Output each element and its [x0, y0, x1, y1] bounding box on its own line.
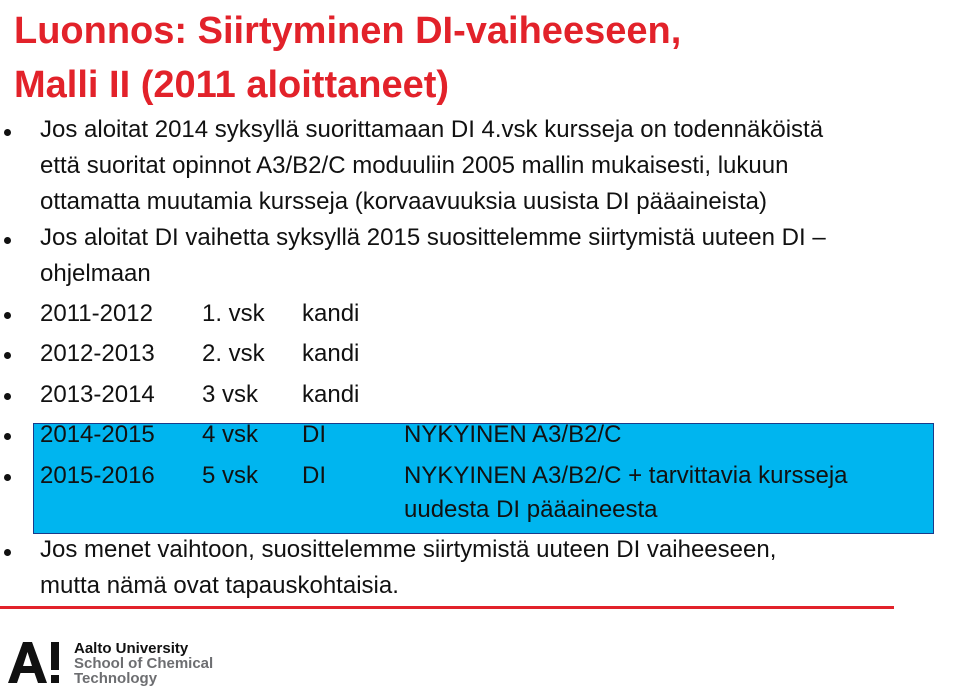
title-line-2: Malli II (2011 aloittaneet)	[14, 64, 450, 106]
aalto-logo-icon	[6, 640, 66, 684]
bullet-1-line-3: ottamatta muutamia kursseja (korvaavuuksia uusista DI pääaineista)	[40, 188, 768, 215]
schedule-vsk: 4 vsk	[202, 421, 259, 448]
schedule-level: kandi	[302, 300, 360, 327]
schedule-years: 2015-2016	[40, 462, 155, 489]
schedule-vsk: 1. vsk	[202, 300, 265, 327]
schedule-vsk: 3 vsk	[202, 381, 259, 408]
bullet-last	[40, 532, 776, 604]
schedule-years: 2011-2012	[40, 300, 153, 327]
schedule-level: kandi	[302, 381, 360, 408]
schedule-level: kandi	[302, 340, 360, 367]
schedule-years: 2012-2013	[40, 340, 155, 367]
bullet-dot	[4, 237, 11, 244]
title-line-1: Luonnos: Siirtyminen DI-vaiheeseen,	[14, 10, 682, 52]
schedule-program-line-2: uudesta DI pääaineesta	[404, 496, 658, 523]
schedule-vsk: 2. vsk	[202, 340, 265, 367]
schedule-level: DI	[302, 421, 326, 448]
bullet-1	[40, 112, 823, 220]
bullet-dot	[4, 352, 11, 359]
schedule-years: 2013-2014	[40, 381, 155, 408]
bullet-2-line-2: ohjelmaan	[40, 260, 151, 287]
bullet-last-line-1: Jos menet vaihtoon, suosittelemme siirtymistä uuteen DI vaiheeseen,	[40, 536, 777, 563]
bullet-1-line-2: että suoritat opinnot A3/B2/C moduuliin 2005 mallin mukaisesti, lukuun	[40, 152, 789, 179]
bullet-dot	[4, 474, 11, 481]
slide-title	[14, 4, 681, 112]
bullet-2	[40, 220, 826, 292]
bullet-last-line-2: mutta nämä ovat tapauskohtaisia.	[40, 572, 399, 599]
bullet-dot	[4, 393, 11, 400]
bullet-dot	[4, 549, 11, 556]
schedule-level: DI	[302, 462, 326, 489]
bullet-dot	[4, 129, 11, 136]
bullet-dot	[4, 312, 11, 319]
bullet-1-line-1: Jos aloitat 2014 syksyllä suorittamaan DI 4.vsk kursseja on todennäköistä	[40, 116, 824, 143]
bullet-dot	[4, 433, 11, 440]
divider-rule	[0, 606, 894, 609]
logo-line-2: School of Chemical	[74, 655, 214, 672]
bullet-2-line-1: Jos aloitat DI vaihetta syksyllä 2015 suosittelemme siirtymistä uuteen DI –	[40, 224, 826, 251]
logo-line-1: Aalto University	[74, 640, 189, 657]
schedule-program: NYKYINEN A3/B2/C	[404, 421, 622, 448]
logo-text	[74, 641, 213, 686]
schedule-years: 2014-2015	[40, 421, 155, 448]
logo-line-3: Technology	[74, 670, 158, 687]
schedule-vsk: 5 vsk	[202, 462, 259, 489]
schedule-program: NYKYINEN A3/B2/C + tarvittavia kursseja	[404, 462, 848, 489]
